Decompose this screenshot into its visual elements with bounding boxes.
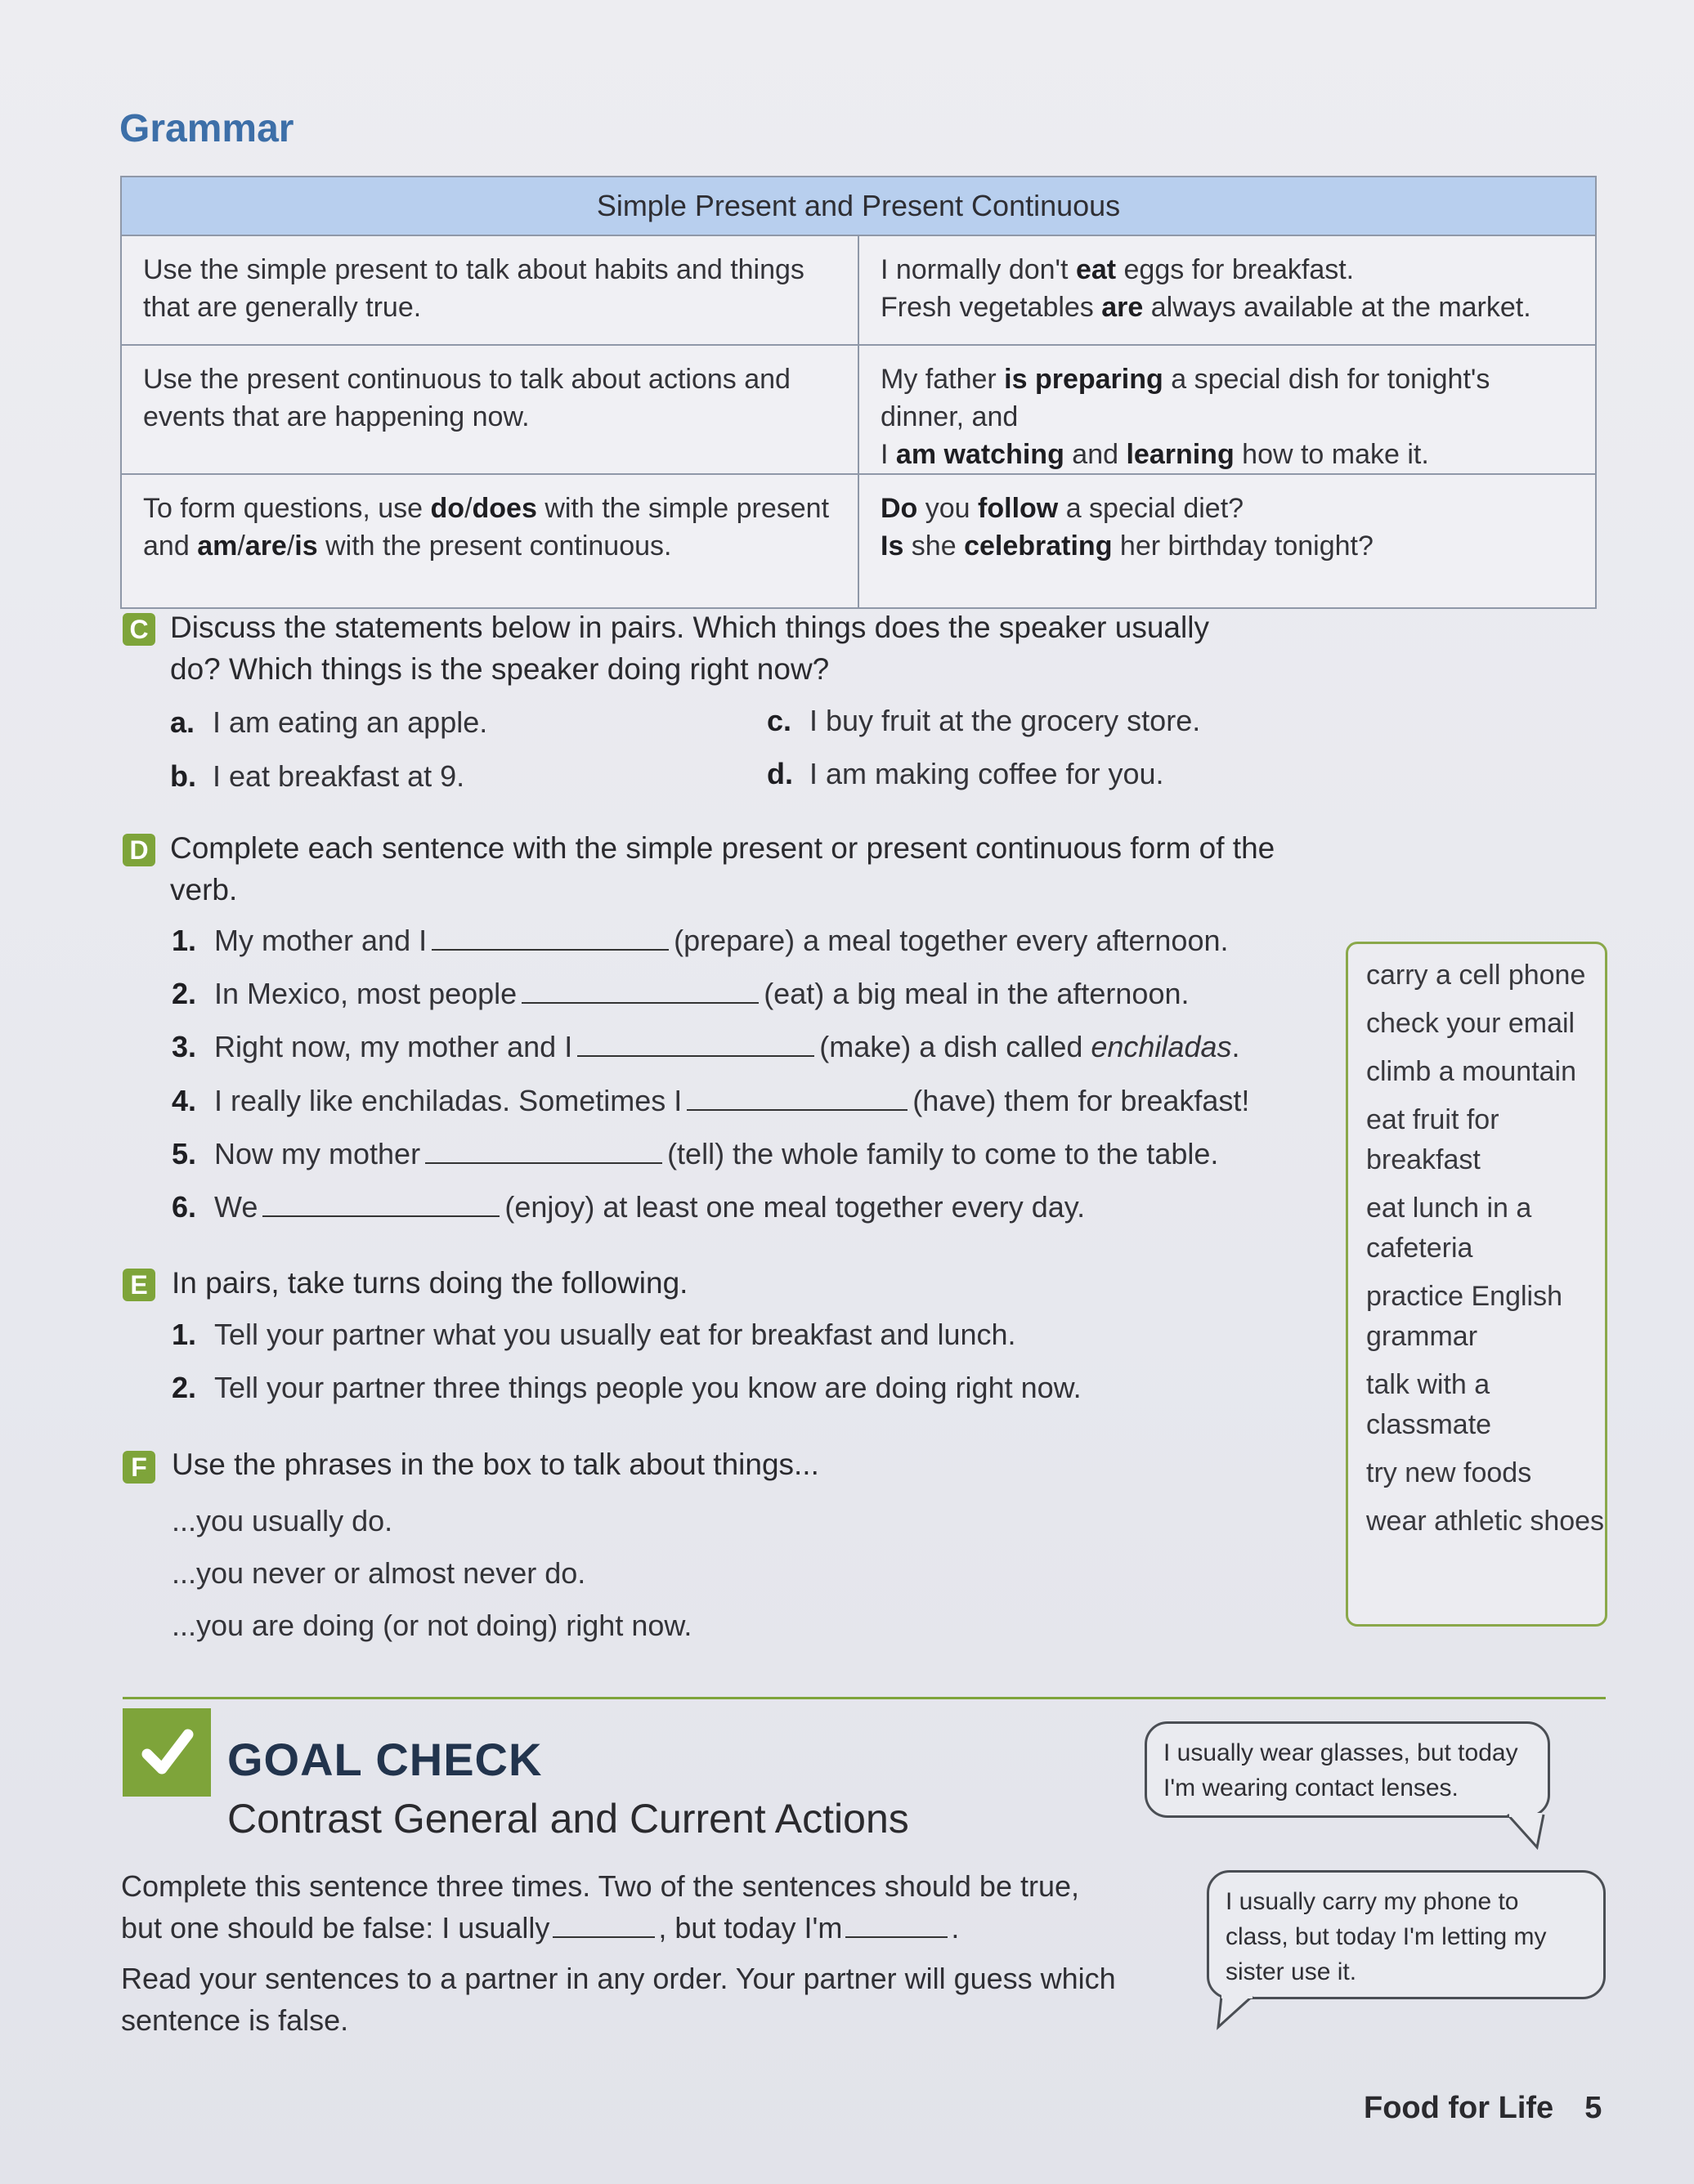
section-f-instruction: Use the phrases in the box to talk about things...: [172, 1448, 819, 1481]
answer-blank[interactable]: [553, 1915, 655, 1938]
section-c-instruction: Discuss the statements below in pairs. Which things does the speaker usually do? Which things is the speaker doing right now?: [170, 611, 1209, 686]
exercise-item: 4. I really like enchiladas. Sometimes I (have) them for breakfast!: [172, 1084, 1250, 1117]
section-d-instruction: Complete each sentence with the simple present or present continuous form of the verb.: [170, 831, 1275, 906]
speech-bubble-tail: [1215, 1994, 1264, 2032]
exercise-item: 6. We (enjoy) at least one meal together every day.: [172, 1190, 1086, 1224]
list-item: d. I am making coffee for you.: [767, 757, 1164, 790]
phrase-item: eat lunch in a cafeteria: [1366, 1193, 1532, 1264]
goal-divider: [123, 1697, 1606, 1699]
answer-blank[interactable]: [687, 1085, 908, 1111]
phrase-item: practice English grammar: [1366, 1281, 1563, 1352]
checkmark-icon: [123, 1708, 211, 1797]
section-e-badge: E: [123, 1269, 155, 1301]
list-item: ...you never or almost never do.: [172, 1556, 586, 1590]
speech-bubble: I usually wear glasses, but today I'm wearing contact lenses.: [1145, 1721, 1550, 1818]
speech-bubble: I usually carry my phone to class, but today I'm letting my sister use it.: [1207, 1870, 1606, 1999]
page-footer: [1364, 2091, 1602, 2126]
exercise-item: 5. Now my mother (tell) the whole family to come to the table.: [172, 1137, 1219, 1170]
section-f-badge: F: [123, 1451, 155, 1484]
table-rule-cell: Use the simple present to talk about habits and things that are generally true.: [121, 235, 858, 345]
footer-title: Food for Life: [1364, 2091, 1554, 2125]
phrase-item: check your email: [1366, 1008, 1575, 1039]
phrase-box: [1346, 942, 1607, 1627]
phrase-item: wear athletic shoes: [1366, 1506, 1605, 1537]
table-title: Simple Present and Present Continuous: [121, 177, 1596, 235]
speech-bubble-tail: [1504, 1813, 1553, 1854]
section-d-badge: D: [123, 834, 155, 866]
exercise-item: 2. In Mexico, most people (eat) a big meal in the afternoon.: [172, 977, 1190, 1010]
list-item: ...you usually do.: [172, 1504, 393, 1537]
section-e-instruction: In pairs, take turns doing the following.: [172, 1266, 688, 1300]
table-rule-cell: To form questions, use do/does with the simple present and am/are/is with the present continuous.: [121, 474, 858, 608]
table-row: [121, 474, 1596, 608]
list-item: c. I buy fruit at the grocery store.: [767, 704, 1201, 737]
phrase-item: eat fruit for breakfast: [1366, 1104, 1499, 1175]
grammar-table: [120, 176, 1597, 609]
table-row: [121, 235, 1596, 345]
table-example-cell: I normally don't eat eggs for breakfast. Fresh vegetables are always available at the market.: [858, 235, 1596, 345]
page-number: 5: [1584, 2091, 1602, 2125]
exercise-item: 3. Right now, my mother and I (make) a dish called enchiladas.: [172, 1030, 1240, 1063]
goal-check-subtitle: Contrast General and Current Actions: [227, 1796, 909, 1842]
exercise-item: 1. My mother and I (prepare) a meal together every afternoon.: [172, 924, 1229, 957]
section-c-badge: C: [123, 613, 155, 646]
phrase-item: climb a mountain: [1366, 1056, 1577, 1087]
answer-blank[interactable]: [845, 1915, 948, 1938]
answer-blank[interactable]: [432, 924, 669, 951]
exercise-item: 2. Tell your partner three things people you know are doing right now.: [172, 1371, 1082, 1404]
goal-instruction: Complete this sentence three times. Two of the sentences should be true, but one should be false: I usually , but today I'm .: [121, 1869, 1080, 1945]
table-rule-cell: Use the present continuous to talk about actions and events that are happening now.: [121, 345, 858, 474]
list-item: b. I eat breakfast at 9.: [170, 759, 465, 793]
list-item: ...you are doing (or not doing) right now.: [172, 1609, 692, 1642]
phrase-item: try new foods: [1366, 1457, 1532, 1488]
answer-blank[interactable]: [425, 1138, 662, 1164]
grammar-heading: Grammar: [119, 107, 294, 150]
phrase-item: carry a cell phone: [1366, 960, 1586, 991]
answer-blank[interactable]: [577, 1031, 814, 1057]
goal-check-title: GOAL CHECK: [227, 1734, 543, 1785]
exercise-item: 1. Tell your partner what you usually eat for breakfast and lunch.: [172, 1318, 1016, 1351]
goal-instruction-2: Read your sentences to a partner in any order. Your partner will guess which sentence is false.: [121, 1962, 1116, 2037]
table-row: [121, 345, 1596, 474]
table-example-cell: My father is preparing a special dish for tonight's dinner, and I am watching and learning how to make it.: [858, 345, 1596, 474]
answer-blank[interactable]: [262, 1191, 500, 1217]
phrase-item: talk with a classmate: [1366, 1369, 1492, 1440]
table-example-cell: Do you follow a special diet? Is she celebrating her birthday tonight?: [858, 474, 1596, 608]
list-item: a. I am eating an apple.: [170, 705, 488, 739]
answer-blank[interactable]: [522, 978, 759, 1004]
